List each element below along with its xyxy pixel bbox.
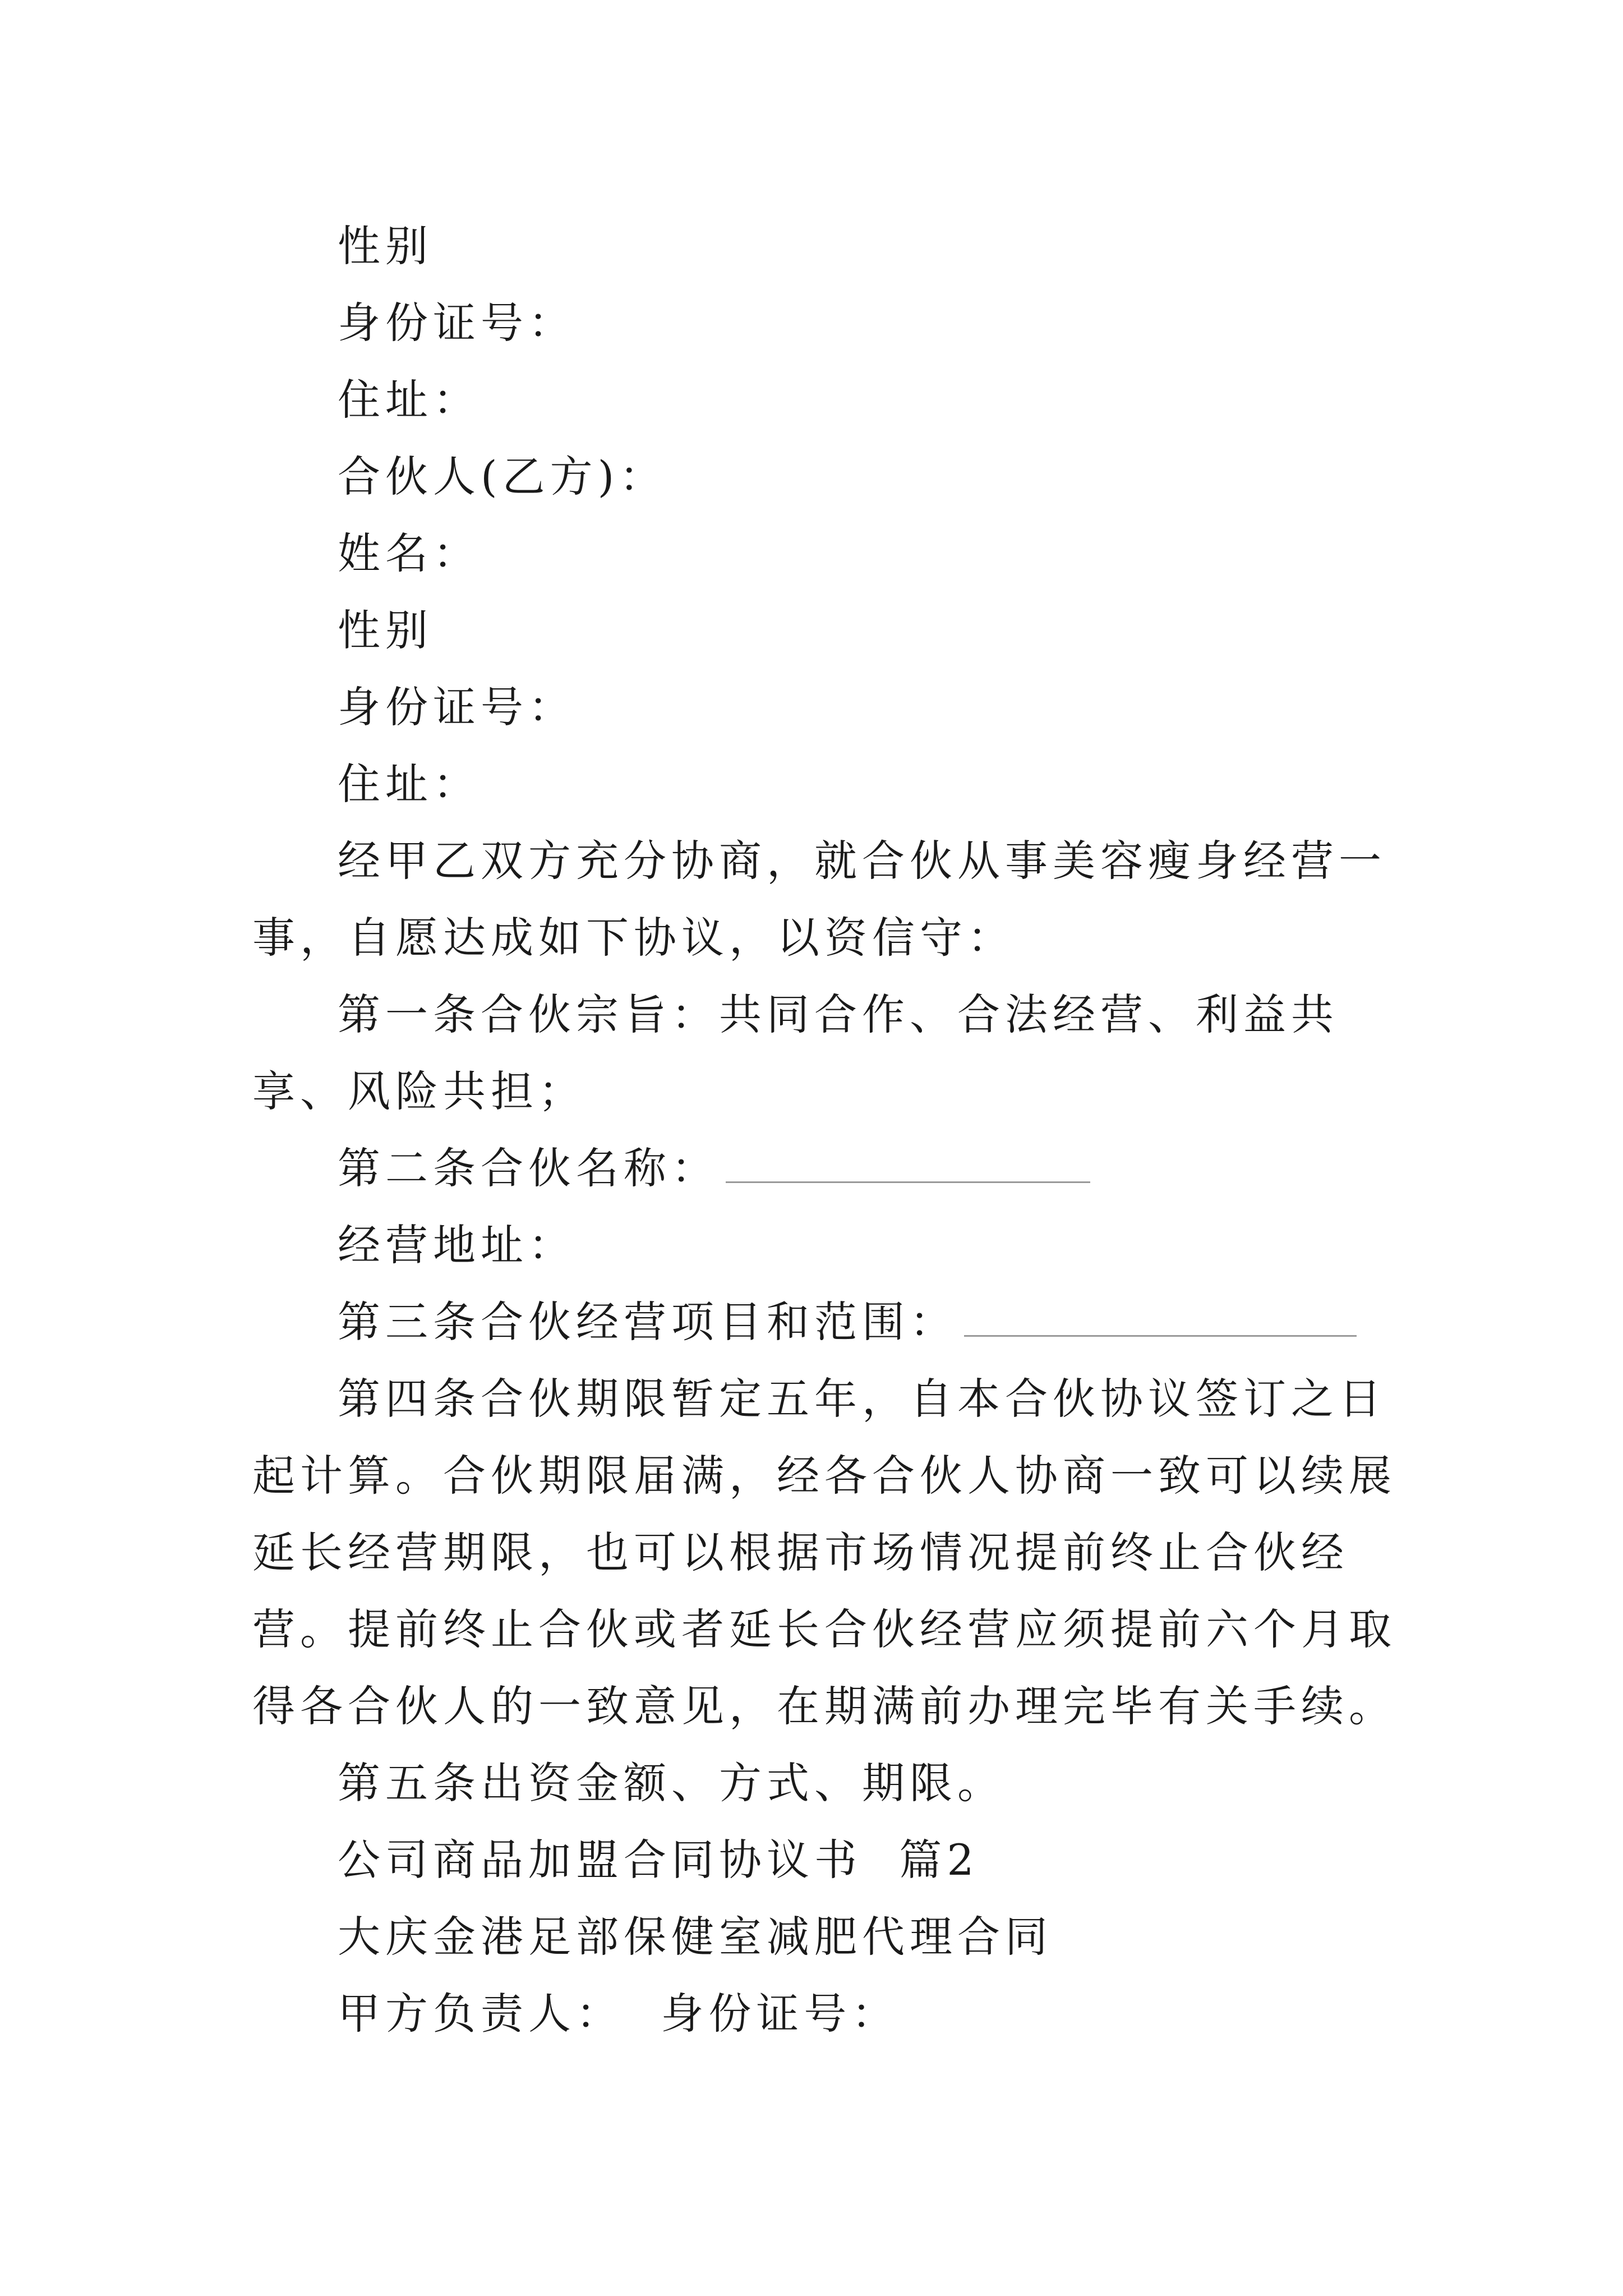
gender-line: 性别 bbox=[338, 221, 433, 271]
document-body bbox=[252, 208, 1408, 2052]
gender-line-b: 性别 bbox=[338, 605, 433, 655]
address-line-b: 住址： bbox=[338, 759, 481, 809]
address-line: 住址： bbox=[338, 375, 481, 425]
article-5-line: 第五条出资金额、方式、期限。 bbox=[338, 1758, 1005, 1808]
article-2-line bbox=[252, 1130, 1408, 1207]
contract-title: 大庆金港足部保健室减肥代理合同 bbox=[338, 1912, 1053, 1962]
business-address-line: 经营地址： bbox=[338, 1220, 576, 1270]
partner-b-line: 合伙人(乙方)： bbox=[338, 452, 667, 501]
id-number-line-b: 身份证号： bbox=[338, 682, 576, 732]
article-4-paragraph: 第四条合伙期限暂定五年，自本合伙协议签订之日起计算。合伙期限届满，经各合伙人协商一致可以续展延长经营期限，也可以根据市场情况提前终止合伙经营。提前终止合伙或者延长合伙经营应须提前六个月取得各合伙人的一致意见，在期满前办理完毕有关手续。 bbox=[252, 1374, 1396, 1731]
id-number-line: 身份证号： bbox=[338, 298, 576, 348]
article-1-paragraph: 第一条合伙宗旨：共同合作、合法经营、利益共享、风险共担； bbox=[252, 990, 1339, 1116]
article-3-line bbox=[252, 1283, 1408, 1360]
party-a-line: 甲方负责人： 身份证号： bbox=[338, 1989, 900, 2039]
article-3-label: 第三条合伙经营项目和范围： bbox=[338, 1297, 957, 1347]
name-line: 姓名： bbox=[338, 528, 481, 578]
partnership-name-blank bbox=[726, 1148, 1090, 1183]
article-2-label: 第二条合伙名称： bbox=[338, 1143, 719, 1193]
intro-paragraph: 经甲乙双方充分协商，就合伙从事美容瘦身经营一事，自愿达成如下协议，以资信守： bbox=[252, 836, 1386, 963]
section-title: 公司商品加盟合同协议书 篇2 bbox=[338, 1835, 979, 1885]
business-scope-blank bbox=[964, 1301, 1357, 1337]
